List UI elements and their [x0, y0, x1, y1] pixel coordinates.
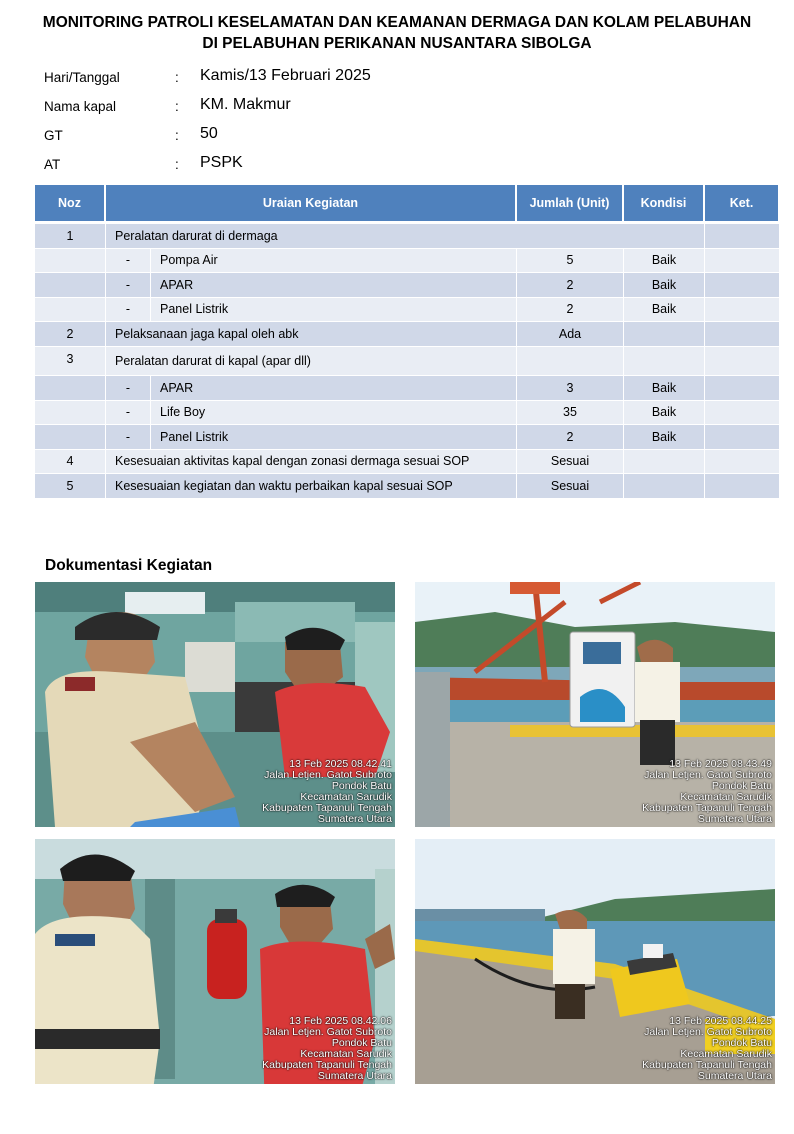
- photo-location-line: Sumatera Utara: [317, 813, 392, 825]
- table-row: [35, 425, 780, 450]
- table-row: [35, 376, 780, 401]
- cell-ket: [705, 298, 780, 323]
- cell-uraian: Peralatan darurat di dermaga: [106, 224, 705, 249]
- table-row: [35, 450, 780, 475]
- cell-kondisi: [624, 474, 705, 499]
- table-row: [35, 347, 780, 377]
- activity-photo-4: [415, 839, 775, 1084]
- info-row-at: [44, 153, 444, 177]
- cell-jumlah: 2: [517, 298, 624, 323]
- header-ket: Ket.: [705, 185, 780, 224]
- cell-dash: -: [106, 249, 151, 274]
- cell-no: 1: [35, 224, 106, 249]
- cell-item: APAR: [151, 376, 517, 401]
- info-row-date: [44, 66, 444, 90]
- header-kondisi: Kondisi: [624, 185, 705, 224]
- photo-location-line: Pondok Batu: [331, 780, 392, 792]
- info-label: GT: [44, 128, 63, 143]
- info-colon: :: [175, 99, 179, 114]
- table-row: [35, 401, 780, 426]
- photo-location-line: Sumatera Utara: [697, 813, 772, 825]
- cell-kondisi: Baik: [624, 249, 705, 274]
- photo-location-line: Jalan Letjen. Gatot Subroto: [264, 769, 392, 781]
- info-value: Kamis/13 Februari 2025: [200, 67, 371, 84]
- info-label: Nama kapal: [44, 99, 117, 114]
- cell-dash: -: [106, 401, 151, 426]
- photo-location-line: Kecamatan Sarudik: [680, 1048, 772, 1060]
- photo-location-line: Kabupaten Tapanuli Tengah: [262, 802, 392, 814]
- activity-photo-3: [35, 839, 395, 1084]
- cell-jumlah: 2: [517, 273, 624, 298]
- info-colon: :: [175, 128, 179, 143]
- info-colon: :: [175, 157, 179, 172]
- photo-location-line: Jalan Letjen. Gatot Subroto: [644, 1026, 772, 1038]
- header-no: Noz: [35, 185, 106, 224]
- cell-no: 3: [35, 347, 106, 377]
- title-line-2: DI PELABUHAN PERIKANAN NUSANTARA SIBOLGA: [202, 35, 592, 52]
- cell-no: [35, 401, 106, 426]
- cell-jumlah: 5: [517, 249, 624, 274]
- cell-ket: [705, 249, 780, 274]
- cell-kondisi: [624, 450, 705, 475]
- table-row: [35, 474, 780, 499]
- cell-dash: -: [106, 298, 151, 323]
- header-uraian: Uraian Kegiatan: [106, 185, 517, 224]
- cell-no: [35, 249, 106, 274]
- cell-uraian: Pelaksanaan jaga kapal oleh abk: [106, 322, 517, 347]
- cell-kondisi: Baik: [624, 425, 705, 450]
- cell-no: 4: [35, 450, 106, 475]
- photo-location-line: Sumatera Utara: [697, 1070, 772, 1082]
- table-row: [35, 298, 780, 323]
- photo-stamp: [262, 1016, 392, 1082]
- cell-uraian: Peralatan darurat di kapal (apar dll): [106, 347, 517, 377]
- title-line-1: MONITORING PATROLI KESELAMATAN DAN KEAMANAN DERMAGA DAN KOLAM PELABUHAN: [42, 14, 752, 31]
- cell-ket: [705, 474, 780, 499]
- cell-item: APAR: [151, 273, 517, 298]
- activity-photo-2: [415, 582, 775, 827]
- cell-ket: [705, 322, 780, 347]
- cell-item: Life Boy: [151, 401, 517, 426]
- photo-location-line: Kabupaten Tapanuli Tengah: [262, 1059, 392, 1071]
- cell-jumlah: 35: [517, 401, 624, 426]
- cell-ket: [705, 224, 780, 249]
- cell-jumlah: [517, 347, 624, 377]
- cell-jumlah: Ada: [517, 322, 624, 347]
- info-value: 50: [200, 125, 218, 142]
- table-row: [35, 224, 780, 249]
- cell-item: Pompa Air: [151, 249, 517, 274]
- info-value: KM. Makmur: [200, 96, 291, 113]
- patrol-table: [35, 185, 780, 499]
- cell-item: Panel Listrik: [151, 425, 517, 450]
- cell-jumlah: Sesuai: [517, 450, 624, 475]
- cell-ket: [705, 347, 780, 377]
- photo-stamp: [642, 1016, 772, 1082]
- photo-timestamp: 13 Feb 2025 08.43.49: [669, 758, 772, 770]
- cell-ket: [705, 376, 780, 401]
- photo-location-line: Kecamatan Sarudik: [300, 1048, 392, 1060]
- table-row: [35, 322, 780, 347]
- cell-kondisi: [624, 347, 705, 377]
- photo-timestamp: 13 Feb 2025 08.42.41: [289, 758, 392, 770]
- info-label: AT: [44, 157, 61, 172]
- cell-uraian: Kesesuaian aktivitas kapal dengan zonasi dermaga sesuai SOP: [106, 450, 517, 475]
- cell-jumlah: Sesuai: [517, 474, 624, 499]
- documentation-title: Dokumentasi Kegiatan: [45, 557, 213, 574]
- photo-location-line: Kabupaten Tapanuli Tengah: [642, 802, 772, 814]
- photo-timestamp: 13 Feb 2025 08.44.25: [669, 1015, 772, 1027]
- cell-ket: [705, 273, 780, 298]
- cell-ket: [705, 401, 780, 426]
- document-title: [20, 12, 774, 54]
- cell-dash: -: [106, 376, 151, 401]
- info-label: Hari/Tanggal: [44, 70, 120, 85]
- photo-location-line: Jalan Letjen. Gatot Subroto: [264, 1026, 392, 1038]
- cell-no: [35, 273, 106, 298]
- info-row-gt: [44, 124, 444, 148]
- photo-location-line: Kabupaten Tapanuli Tengah: [642, 1059, 772, 1071]
- cell-jumlah: 3: [517, 376, 624, 401]
- photo-location-line: Pondok Batu: [711, 1037, 772, 1049]
- cell-uraian: Kesesuaian kegiatan dan waktu perbaikan kapal sesuai SOP: [106, 474, 517, 499]
- cell-no: [35, 298, 106, 323]
- cell-no: 2: [35, 322, 106, 347]
- photo-location-line: Kecamatan Sarudik: [680, 791, 772, 803]
- header-jumlah: Jumlah (Unit): [517, 185, 624, 224]
- cell-kondisi: Baik: [624, 273, 705, 298]
- table-row: [35, 249, 780, 274]
- cell-dash: -: [106, 273, 151, 298]
- activity-photo-1: [35, 582, 395, 827]
- cell-kondisi: Baik: [624, 401, 705, 426]
- photo-location-line: Pondok Batu: [331, 1037, 392, 1049]
- photo-timestamp: 13 Feb 2025 08.42.06: [289, 1015, 392, 1027]
- cell-ket: [705, 450, 780, 475]
- cell-no: 5: [35, 474, 106, 499]
- photo-location-line: Jalan Letjen. Gatot Subroto: [644, 769, 772, 781]
- table-row: [35, 273, 780, 298]
- info-row-ship-name: [44, 95, 444, 119]
- photo-stamp: [262, 759, 392, 825]
- cell-kondisi: Baik: [624, 298, 705, 323]
- photo-location-line: Pondok Batu: [711, 780, 772, 792]
- info-value: PSPK: [200, 154, 243, 171]
- photo-location-line: Kecamatan Sarudik: [300, 791, 392, 803]
- cell-no: [35, 376, 106, 401]
- photo-location-line: Sumatera Utara: [317, 1070, 392, 1082]
- cell-item: Panel Listrik: [151, 298, 517, 323]
- cell-kondisi: [624, 322, 705, 347]
- cell-ket: [705, 425, 780, 450]
- cell-no: [35, 425, 106, 450]
- photo-stamp: [642, 759, 772, 825]
- info-colon: :: [175, 70, 179, 85]
- cell-jumlah: 2: [517, 425, 624, 450]
- table-header-row: [35, 185, 780, 224]
- cell-dash: -: [106, 425, 151, 450]
- cell-kondisi: Baik: [624, 376, 705, 401]
